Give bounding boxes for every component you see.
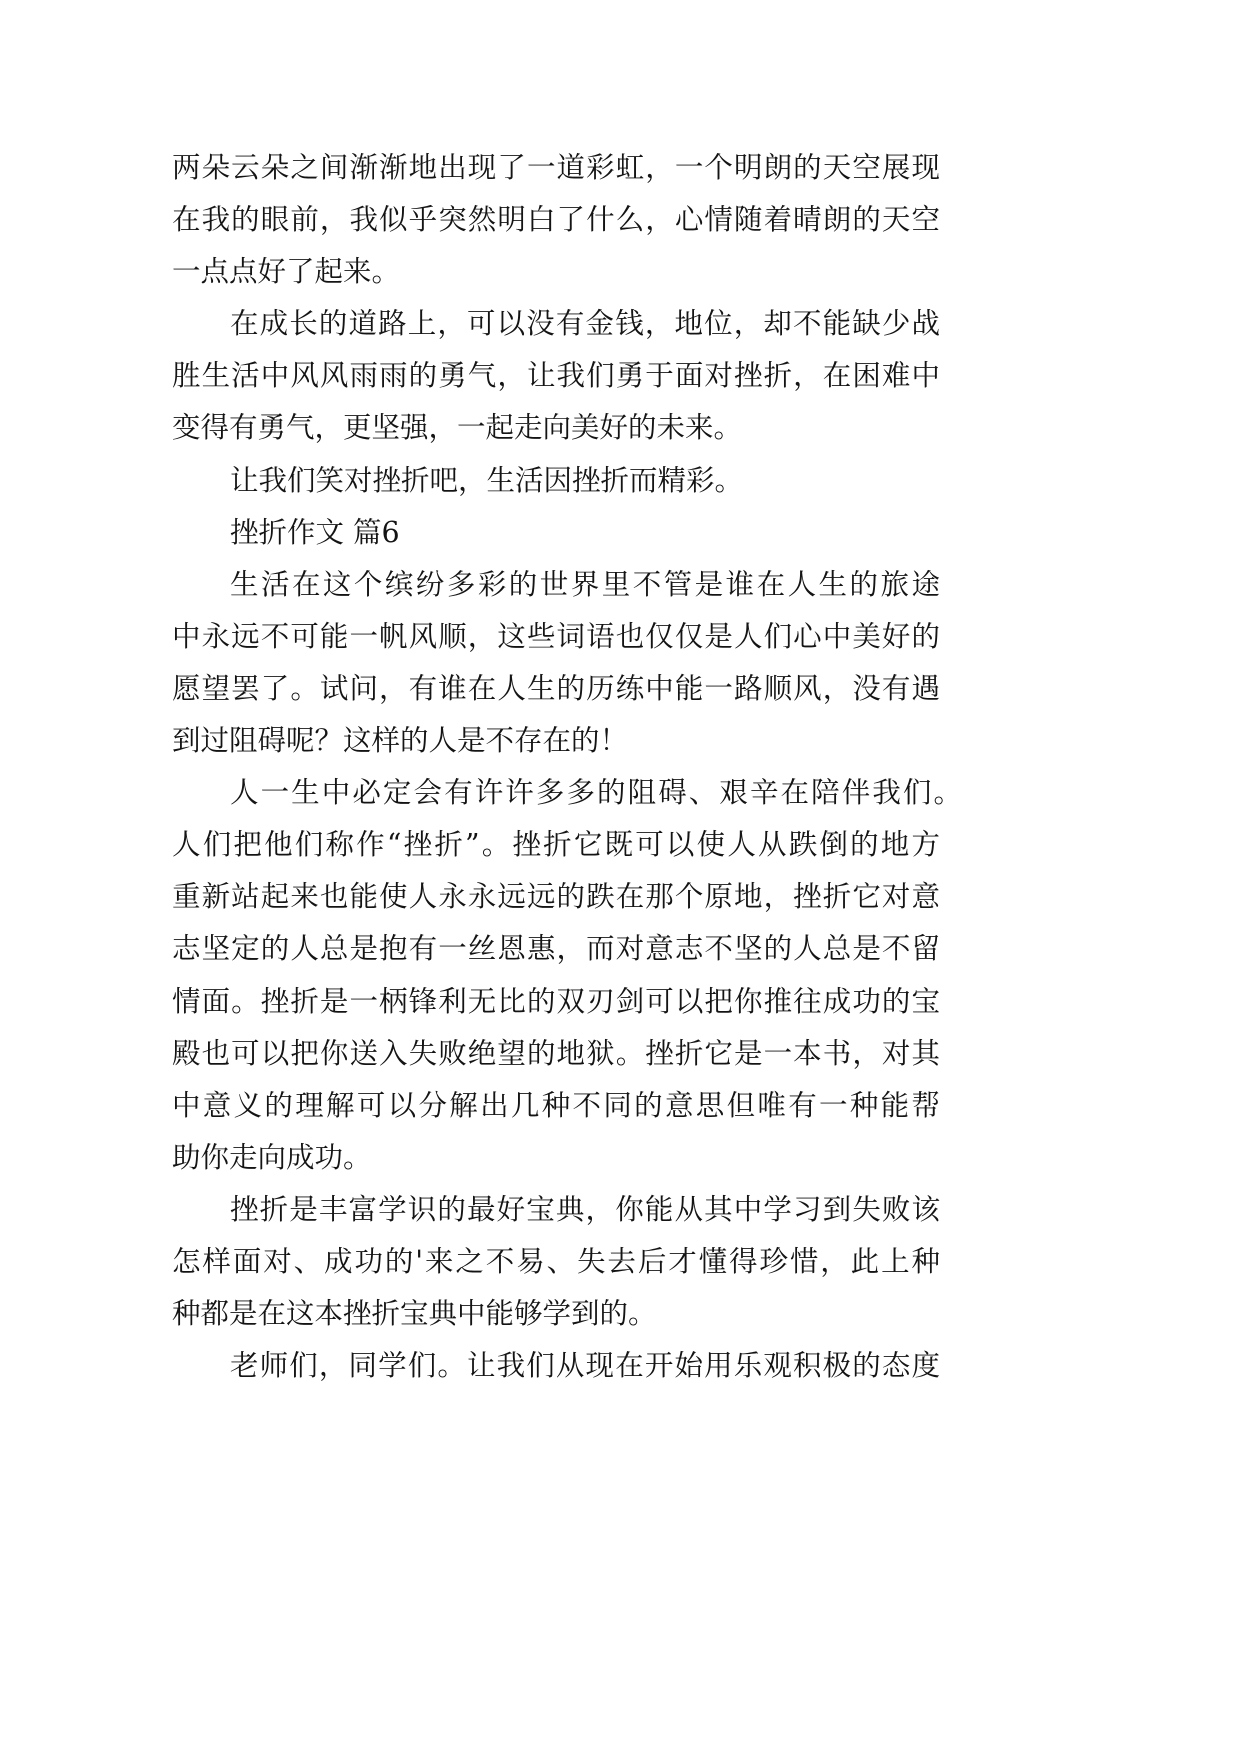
paragraph [172,142,940,298]
text-line: 让我们笑对挫折吧，生活因挫折而精彩。 [230,463,744,497]
text-line: 殿也可以把你送入失败绝望的地狱。挫折它是一本书，对其 [172,1036,940,1070]
text-line: 重新站起来也能使人永永远远的跌在那个原地，挫折它对意 [172,880,940,914]
text-line: 变得有勇气，更坚强，一起走向美好的未来。 [172,411,743,445]
text-line: 一点点好了起来。 [172,255,401,289]
text-line: 愿望罢了。试问，有谁在人生的历练中能一路顺风，没有遇 [172,671,940,705]
document-body [172,142,962,1392]
text-line: 在成长的道路上，可以没有金钱，地位，却不能缺少战 [230,307,940,341]
text-line: 生活在这个缤纷多彩的世界里不管是谁在人生的旅途 [230,567,940,601]
text-line: 情面。挫折是一柄锋利无比的双刃剑可以把你推往成功的宝 [172,984,940,1018]
paragraph [172,298,940,454]
text-line: 胜生活中风风雨雨的勇气，让我们勇于面对挫折，在困难中 [172,359,940,393]
text-line: 中永远不可能一帆风顺，这些词语也仅仅是人们心中美好的 [172,619,940,653]
text-line: 老师们，同学们。让我们从现在开始用乐观积极的态度 [230,1349,940,1383]
text-line: 人们把他们称作“挫折”。挫折它既可以使人从跌倒的地方 [172,828,940,862]
text-line: 志坚定的人总是抱有一丝恩惠，而对意志不坚的人总是不留 [172,932,940,966]
paragraph [172,767,962,1184]
text-line: 挫折是丰富学识的最好宝典，你能从其中学习到失败该 [230,1192,940,1226]
paragraph [172,1184,940,1340]
text-line: 到过阻碍呢？这样的人是不存在的！ [172,724,629,758]
paragraph [172,559,940,767]
text-line: 人一生中必定会有许许多多的阻碍、艰辛在陪伴我们。 [230,776,962,810]
text-line: 中意义的理解可以分解出几种不同的意思但唯有一种能帮 [172,1088,940,1122]
text-line: 怎样面对、成功的'来之不易、失去后才懂得珍惜，此上种 [172,1244,940,1278]
text-line: 种都是在这本挫折宝典中能够学到的。 [172,1297,657,1331]
text-line: 两朵云朵之间渐渐地出现了一道彩虹，一个明朗的天空展现 [172,151,940,184]
paragraph [172,455,940,507]
text-line: 在我的眼前，我似乎突然明白了什么，心情随着晴朗的天空 [172,203,940,237]
section-heading: 挫折作文 篇6 [230,515,400,549]
text-line: 助你走向成功。 [172,1140,372,1174]
paragraph [172,1340,940,1392]
